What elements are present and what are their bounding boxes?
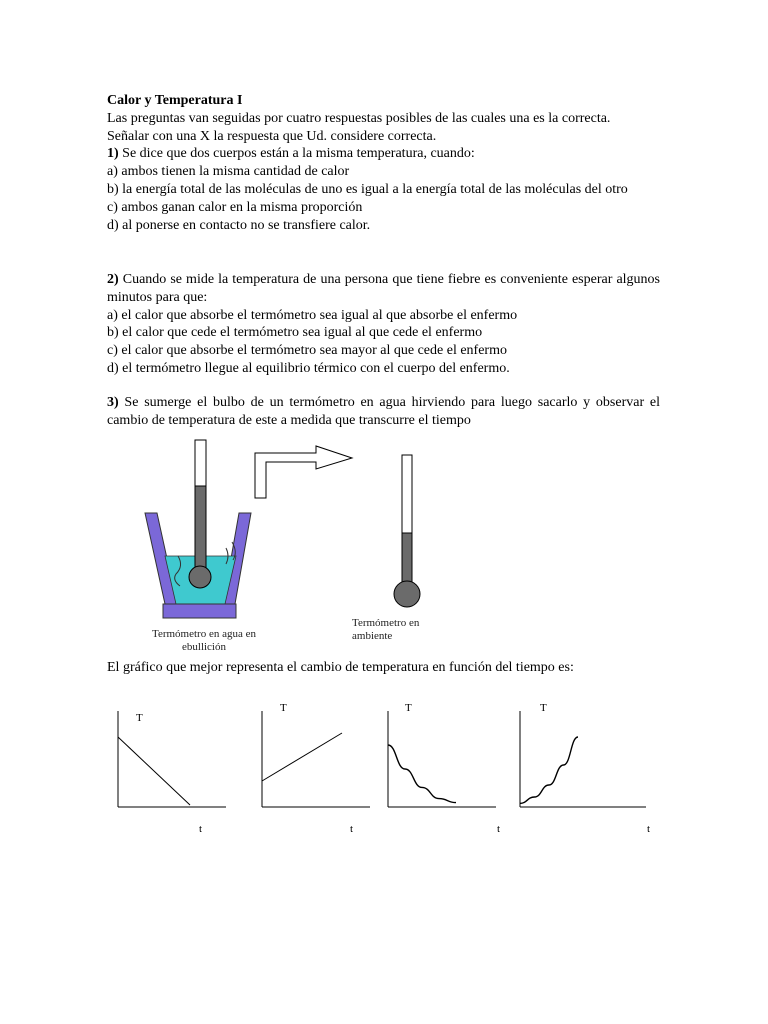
graph-question: El gráfico que mejor representa el cambio de temperatura en función del tiempo es:	[107, 660, 574, 675]
caption-ambient: Termómetro en ambiente	[352, 617, 420, 642]
question-1-option-c: c) ambos ganan calor en la misma proporción	[107, 199, 363, 215]
question-3-text: Se sumerge el bulbo de un termómetro en agua hirviendo para luego sacarlo y observar el cambio de temperatura de este a medida que transcurre el tiempo	[107, 395, 660, 428]
question-2-option-b: b) el calor que cede el termómetro sea igual al que cede el enfermo	[107, 325, 483, 341]
question-2-option-c: c) el calor que absorbe el termómetro sea mayor al que cede el enfermo	[107, 343, 507, 359]
graph-3-x-label: t	[497, 823, 501, 835]
intro-line-2: Señalar con una X la respuesta que Ud. considere correcta.	[107, 128, 437, 144]
graph-2-curve	[262, 733, 342, 781]
question-1-text: Se dice que dos cuerpos están a la misma temperatura, cuando:	[118, 146, 475, 162]
graph-1-curve	[118, 737, 190, 805]
graph-2-y-label: T	[280, 702, 287, 714]
graph-3-y-label: T	[405, 702, 412, 714]
question-3-number: 3)	[107, 395, 119, 410]
question-2-option-a: a) el calor que absorbe el termómetro sea igual al que absorbe el enfermo	[107, 307, 518, 323]
question-1-option-a: a) ambos tienen la misma cantidad de calor	[107, 164, 350, 180]
intro-line-1: Las preguntas van seguidas por cuatro respuestas posibles de las cuales una es la correcta.	[107, 110, 611, 126]
graph-3-curve	[388, 745, 456, 803]
graph-2-x-label: t	[350, 823, 354, 835]
question-2-number: 2)	[107, 272, 119, 287]
question-2-text: Cuando se mide la temperatura de una persona que tiene fiebre es conveniente esperar algunos minutos para que:	[107, 272, 660, 305]
graph-1-x-label: t	[199, 823, 203, 835]
question-1-number: 1)	[107, 146, 119, 162]
graph-4-y-label: T	[540, 702, 547, 714]
caption-boiling-water: Termómetro en agua en ebullición	[152, 628, 256, 653]
graph-1-y-label: T	[136, 712, 143, 724]
page-title: Calor y Temperatura I	[107, 93, 243, 108]
graph-4-curve	[520, 737, 578, 803]
graph-4-x-label: t	[647, 823, 651, 835]
question-1-option-d: d) al ponerse en contacto no se transfiere calor.	[107, 217, 371, 233]
question-2-option-d: d) el termómetro llegue al equilibrio térmico con el cuerpo del enfermo.	[107, 360, 510, 376]
question-1-option-b: b) la energía total de las moléculas de uno es igual a la energía total de las moléculas del otro	[107, 181, 628, 197]
